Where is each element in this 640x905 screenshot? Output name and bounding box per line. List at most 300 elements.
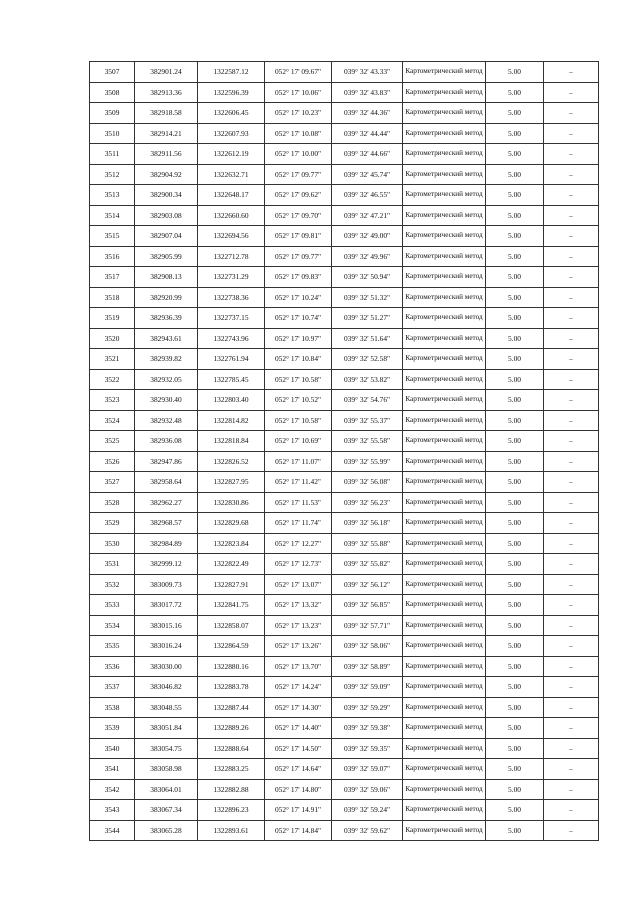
note-cell: – xyxy=(544,103,599,124)
point-number-cell: 3526 xyxy=(90,451,135,472)
latitude-cell: 052° 17' 14.24" xyxy=(265,677,332,698)
note-cell: – xyxy=(544,697,599,718)
method-cell: Картометрический метод xyxy=(403,267,486,288)
method-cell: Картометрический метод xyxy=(403,226,486,247)
y-coordinate-cell: 1322612.19 xyxy=(198,144,265,165)
x-coordinate-cell: 383015.16 xyxy=(135,615,198,636)
accuracy-cell: 5.00 xyxy=(486,103,544,124)
longitude-cell: 039° 32' 59.38" xyxy=(332,718,403,739)
x-coordinate-cell: 382901.24 xyxy=(135,62,198,83)
latitude-cell: 052° 17' 11.74" xyxy=(265,513,332,534)
accuracy-cell: 5.00 xyxy=(486,697,544,718)
accuracy-cell: 5.00 xyxy=(486,574,544,595)
longitude-cell: 039° 32' 46.55" xyxy=(332,185,403,206)
x-coordinate-cell: 382936.39 xyxy=(135,308,198,329)
y-coordinate-cell: 1322737.15 xyxy=(198,308,265,329)
y-coordinate-cell: 1322822.49 xyxy=(198,554,265,575)
x-coordinate-cell: 383054.75 xyxy=(135,738,198,759)
point-number-cell: 3530 xyxy=(90,533,135,554)
table-row xyxy=(90,287,599,308)
latitude-cell: 052° 17' 14.50" xyxy=(265,738,332,759)
longitude-cell: 039° 32' 56.12" xyxy=(332,574,403,595)
longitude-cell: 039° 32' 56.08" xyxy=(332,472,403,493)
x-coordinate-cell: 383065.28 xyxy=(135,820,198,841)
point-number-cell: 3508 xyxy=(90,82,135,103)
x-coordinate-cell: 382908.13 xyxy=(135,267,198,288)
point-number-cell: 3522 xyxy=(90,369,135,390)
note-cell: – xyxy=(544,656,599,677)
note-cell: – xyxy=(544,205,599,226)
point-number-cell: 3540 xyxy=(90,738,135,759)
table-row xyxy=(90,677,599,698)
method-cell: Картометрический метод xyxy=(403,574,486,595)
y-coordinate-cell: 1322814.82 xyxy=(198,410,265,431)
longitude-cell: 039° 32' 44.44" xyxy=(332,123,403,144)
point-number-cell: 3512 xyxy=(90,164,135,185)
longitude-cell: 039° 32' 44.36" xyxy=(332,103,403,124)
y-coordinate-cell: 1322731.29 xyxy=(198,267,265,288)
longitude-cell: 039° 32' 54.76" xyxy=(332,390,403,411)
note-cell: – xyxy=(544,246,599,267)
longitude-cell: 039° 32' 59.09" xyxy=(332,677,403,698)
x-coordinate-cell: 383009.73 xyxy=(135,574,198,595)
longitude-cell: 039° 32' 59.35" xyxy=(332,738,403,759)
accuracy-cell: 5.00 xyxy=(486,779,544,800)
latitude-cell: 052° 17' 10.06" xyxy=(265,82,332,103)
x-coordinate-cell: 382900.34 xyxy=(135,185,198,206)
method-cell: Картометрический метод xyxy=(403,287,486,308)
note-cell: – xyxy=(544,82,599,103)
table-row xyxy=(90,144,599,165)
accuracy-cell: 5.00 xyxy=(486,718,544,739)
note-cell: – xyxy=(544,595,599,616)
coordinates-table xyxy=(89,61,599,841)
method-cell: Картометрический метод xyxy=(403,656,486,677)
x-coordinate-cell: 382904.92 xyxy=(135,164,198,185)
latitude-cell: 052° 17' 09.83" xyxy=(265,267,332,288)
longitude-cell: 039° 32' 51.64" xyxy=(332,328,403,349)
latitude-cell: 052° 17' 10.52" xyxy=(265,390,332,411)
y-coordinate-cell: 1322761.94 xyxy=(198,349,265,370)
longitude-cell: 039° 32' 58.06" xyxy=(332,636,403,657)
latitude-cell: 052° 17' 14.30" xyxy=(265,697,332,718)
latitude-cell: 052° 17' 14.84" xyxy=(265,820,332,841)
latitude-cell: 052° 17' 12.27" xyxy=(265,533,332,554)
x-coordinate-cell: 382911.56 xyxy=(135,144,198,165)
longitude-cell: 039° 32' 59.07" xyxy=(332,759,403,780)
y-coordinate-cell: 1322596.39 xyxy=(198,82,265,103)
table-row xyxy=(90,615,599,636)
note-cell: – xyxy=(544,349,599,370)
y-coordinate-cell: 1322587.12 xyxy=(198,62,265,83)
point-number-cell: 3544 xyxy=(90,820,135,841)
point-number-cell: 3524 xyxy=(90,410,135,431)
latitude-cell: 052° 17' 09.77" xyxy=(265,164,332,185)
note-cell: – xyxy=(544,451,599,472)
x-coordinate-cell: 382920.99 xyxy=(135,287,198,308)
accuracy-cell: 5.00 xyxy=(486,677,544,698)
point-number-cell: 3542 xyxy=(90,779,135,800)
method-cell: Картометрический метод xyxy=(403,123,486,144)
table-row xyxy=(90,226,599,247)
longitude-cell: 039° 32' 55.99" xyxy=(332,451,403,472)
y-coordinate-cell: 1322880.16 xyxy=(198,656,265,677)
x-coordinate-cell: 382930.40 xyxy=(135,390,198,411)
method-cell: Картометрический метод xyxy=(403,513,486,534)
note-cell: – xyxy=(544,267,599,288)
accuracy-cell: 5.00 xyxy=(486,615,544,636)
y-coordinate-cell: 1322826.52 xyxy=(198,451,265,472)
latitude-cell: 052° 17' 09.70" xyxy=(265,205,332,226)
x-coordinate-cell: 382999.12 xyxy=(135,554,198,575)
accuracy-cell: 5.00 xyxy=(486,410,544,431)
y-coordinate-cell: 1322882.88 xyxy=(198,779,265,800)
method-cell: Картометрический метод xyxy=(403,820,486,841)
latitude-cell: 052° 17' 10.74" xyxy=(265,308,332,329)
latitude-cell: 052° 17' 11.07" xyxy=(265,451,332,472)
method-cell: Картометрический метод xyxy=(403,677,486,698)
x-coordinate-cell: 382943.61 xyxy=(135,328,198,349)
latitude-cell: 052° 17' 09.77" xyxy=(265,246,332,267)
x-coordinate-cell: 383046.82 xyxy=(135,677,198,698)
table-row xyxy=(90,62,599,83)
method-cell: Картометрический метод xyxy=(403,554,486,575)
note-cell: – xyxy=(544,369,599,390)
method-cell: Картометрический метод xyxy=(403,390,486,411)
note-cell: – xyxy=(544,513,599,534)
y-coordinate-cell: 1322896.23 xyxy=(198,800,265,821)
method-cell: Картометрический метод xyxy=(403,595,486,616)
note-cell: – xyxy=(544,615,599,636)
longitude-cell: 039° 32' 53.82" xyxy=(332,369,403,390)
longitude-cell: 039° 32' 49.96" xyxy=(332,246,403,267)
latitude-cell: 052° 17' 10.23" xyxy=(265,103,332,124)
table-row xyxy=(90,431,599,452)
note-cell: – xyxy=(544,718,599,739)
point-number-cell: 3527 xyxy=(90,472,135,493)
accuracy-cell: 5.00 xyxy=(486,82,544,103)
method-cell: Картометрический метод xyxy=(403,533,486,554)
x-coordinate-cell: 383064.01 xyxy=(135,779,198,800)
table-row xyxy=(90,123,599,144)
table-row xyxy=(90,574,599,595)
accuracy-cell: 5.00 xyxy=(486,554,544,575)
note-cell: – xyxy=(544,759,599,780)
note-cell: – xyxy=(544,677,599,698)
accuracy-cell: 5.00 xyxy=(486,656,544,677)
longitude-cell: 039° 32' 51.27" xyxy=(332,308,403,329)
latitude-cell: 052° 17' 10.24" xyxy=(265,287,332,308)
point-number-cell: 3515 xyxy=(90,226,135,247)
longitude-cell: 039° 32' 43.83" xyxy=(332,82,403,103)
y-coordinate-cell: 1322818.84 xyxy=(198,431,265,452)
longitude-cell: 039° 32' 49.00" xyxy=(332,226,403,247)
x-coordinate-cell: 382932.48 xyxy=(135,410,198,431)
latitude-cell: 052° 17' 13.70" xyxy=(265,656,332,677)
method-cell: Картометрический метод xyxy=(403,759,486,780)
longitude-cell: 039° 32' 55.58" xyxy=(332,431,403,452)
y-coordinate-cell: 1322889.26 xyxy=(198,718,265,739)
table-row xyxy=(90,185,599,206)
accuracy-cell: 5.00 xyxy=(486,636,544,657)
table-row xyxy=(90,205,599,226)
x-coordinate-cell: 382907.04 xyxy=(135,226,198,247)
table-row xyxy=(90,513,599,534)
x-coordinate-cell: 382936.08 xyxy=(135,431,198,452)
point-number-cell: 3517 xyxy=(90,267,135,288)
accuracy-cell: 5.00 xyxy=(486,492,544,513)
longitude-cell: 039° 32' 59.24" xyxy=(332,800,403,821)
y-coordinate-cell: 1322829.68 xyxy=(198,513,265,534)
accuracy-cell: 5.00 xyxy=(486,349,544,370)
table-row xyxy=(90,82,599,103)
longitude-cell: 039° 32' 56.23" xyxy=(332,492,403,513)
method-cell: Картометрический метод xyxy=(403,451,486,472)
y-coordinate-cell: 1322803.40 xyxy=(198,390,265,411)
accuracy-cell: 5.00 xyxy=(486,226,544,247)
table-row xyxy=(90,759,599,780)
longitude-cell: 039° 32' 45.74" xyxy=(332,164,403,185)
accuracy-cell: 5.00 xyxy=(486,267,544,288)
point-number-cell: 3537 xyxy=(90,677,135,698)
y-coordinate-cell: 1322883.25 xyxy=(198,759,265,780)
point-number-cell: 3534 xyxy=(90,615,135,636)
note-cell: – xyxy=(544,574,599,595)
table-row xyxy=(90,533,599,554)
point-number-cell: 3541 xyxy=(90,759,135,780)
x-coordinate-cell: 383017.72 xyxy=(135,595,198,616)
point-number-cell: 3519 xyxy=(90,308,135,329)
accuracy-cell: 5.00 xyxy=(486,738,544,759)
method-cell: Картометрический метод xyxy=(403,246,486,267)
note-cell: – xyxy=(544,533,599,554)
table-row xyxy=(90,554,599,575)
latitude-cell: 052° 17' 14.80" xyxy=(265,779,332,800)
accuracy-cell: 5.00 xyxy=(486,451,544,472)
accuracy-cell: 5.00 xyxy=(486,390,544,411)
point-number-cell: 3510 xyxy=(90,123,135,144)
accuracy-cell: 5.00 xyxy=(486,759,544,780)
table-row xyxy=(90,410,599,431)
x-coordinate-cell: 382932.05 xyxy=(135,369,198,390)
note-cell: – xyxy=(544,226,599,247)
method-cell: Картометрический метод xyxy=(403,636,486,657)
table-row xyxy=(90,451,599,472)
x-coordinate-cell: 382913.36 xyxy=(135,82,198,103)
note-cell: – xyxy=(544,779,599,800)
note-cell: – xyxy=(544,287,599,308)
table-row xyxy=(90,800,599,821)
point-number-cell: 3538 xyxy=(90,697,135,718)
latitude-cell: 052° 17' 10.08" xyxy=(265,123,332,144)
longitude-cell: 039° 32' 57.71" xyxy=(332,615,403,636)
coordinates-table-sheet xyxy=(89,61,598,841)
latitude-cell: 052° 17' 10.58" xyxy=(265,369,332,390)
accuracy-cell: 5.00 xyxy=(486,246,544,267)
method-cell: Картометрический метод xyxy=(403,164,486,185)
point-number-cell: 3528 xyxy=(90,492,135,513)
table-row xyxy=(90,164,599,185)
table-row xyxy=(90,103,599,124)
latitude-cell: 052° 17' 13.23" xyxy=(265,615,332,636)
point-number-cell: 3520 xyxy=(90,328,135,349)
method-cell: Картометрический метод xyxy=(403,82,486,103)
point-number-cell: 3513 xyxy=(90,185,135,206)
latitude-cell: 052° 17' 10.58" xyxy=(265,410,332,431)
accuracy-cell: 5.00 xyxy=(486,308,544,329)
method-cell: Картометрический метод xyxy=(403,431,486,452)
table-row xyxy=(90,595,599,616)
longitude-cell: 039° 32' 55.37" xyxy=(332,410,403,431)
point-number-cell: 3514 xyxy=(90,205,135,226)
x-coordinate-cell: 383051.84 xyxy=(135,718,198,739)
x-coordinate-cell: 382918.58 xyxy=(135,103,198,124)
point-number-cell: 3531 xyxy=(90,554,135,575)
y-coordinate-cell: 1322858.07 xyxy=(198,615,265,636)
y-coordinate-cell: 1322660.60 xyxy=(198,205,265,226)
method-cell: Картометрический метод xyxy=(403,718,486,739)
table-row xyxy=(90,636,599,657)
method-cell: Картометрический метод xyxy=(403,62,486,83)
latitude-cell: 052° 17' 12.73" xyxy=(265,554,332,575)
accuracy-cell: 5.00 xyxy=(486,369,544,390)
y-coordinate-cell: 1322864.59 xyxy=(198,636,265,657)
table-row xyxy=(90,779,599,800)
point-number-cell: 3518 xyxy=(90,287,135,308)
latitude-cell: 052° 17' 11.53" xyxy=(265,492,332,513)
note-cell: – xyxy=(544,554,599,575)
y-coordinate-cell: 1322830.86 xyxy=(198,492,265,513)
accuracy-cell: 5.00 xyxy=(486,820,544,841)
note-cell: – xyxy=(544,308,599,329)
table-row xyxy=(90,492,599,513)
table-row xyxy=(90,349,599,370)
accuracy-cell: 5.00 xyxy=(486,595,544,616)
note-cell: – xyxy=(544,123,599,144)
x-coordinate-cell: 382905.99 xyxy=(135,246,198,267)
x-coordinate-cell: 382947.86 xyxy=(135,451,198,472)
x-coordinate-cell: 382914.21 xyxy=(135,123,198,144)
longitude-cell: 039° 32' 47.21" xyxy=(332,205,403,226)
table-row xyxy=(90,246,599,267)
table-row xyxy=(90,738,599,759)
y-coordinate-cell: 1322827.95 xyxy=(198,472,265,493)
point-number-cell: 3535 xyxy=(90,636,135,657)
y-coordinate-cell: 1322823.84 xyxy=(198,533,265,554)
x-coordinate-cell: 382984.89 xyxy=(135,533,198,554)
longitude-cell: 039° 32' 55.82" xyxy=(332,554,403,575)
x-coordinate-cell: 382962.27 xyxy=(135,492,198,513)
y-coordinate-cell: 1322648.17 xyxy=(198,185,265,206)
method-cell: Картометрический метод xyxy=(403,410,486,431)
point-number-cell: 3509 xyxy=(90,103,135,124)
table-row xyxy=(90,472,599,493)
method-cell: Картометрический метод xyxy=(403,103,486,124)
latitude-cell: 052° 17' 13.26" xyxy=(265,636,332,657)
latitude-cell: 052° 17' 14.40" xyxy=(265,718,332,739)
note-cell: – xyxy=(544,636,599,657)
y-coordinate-cell: 1322841.75 xyxy=(198,595,265,616)
longitude-cell: 039° 32' 50.94" xyxy=(332,267,403,288)
longitude-cell: 039° 32' 59.29" xyxy=(332,697,403,718)
table-row xyxy=(90,328,599,349)
longitude-cell: 039° 32' 56.85" xyxy=(332,595,403,616)
accuracy-cell: 5.00 xyxy=(486,287,544,308)
y-coordinate-cell: 1322888.64 xyxy=(198,738,265,759)
x-coordinate-cell: 383067.34 xyxy=(135,800,198,821)
y-coordinate-cell: 1322738.36 xyxy=(198,287,265,308)
accuracy-cell: 5.00 xyxy=(486,144,544,165)
y-coordinate-cell: 1322607.93 xyxy=(198,123,265,144)
note-cell: – xyxy=(544,144,599,165)
point-number-cell: 3511 xyxy=(90,144,135,165)
point-number-cell: 3539 xyxy=(90,718,135,739)
y-coordinate-cell: 1322743.96 xyxy=(198,328,265,349)
point-number-cell: 3525 xyxy=(90,431,135,452)
y-coordinate-cell: 1322632.71 xyxy=(198,164,265,185)
note-cell: – xyxy=(544,164,599,185)
accuracy-cell: 5.00 xyxy=(486,431,544,452)
method-cell: Картометрический метод xyxy=(403,144,486,165)
accuracy-cell: 5.00 xyxy=(486,123,544,144)
table-row xyxy=(90,267,599,288)
note-cell: – xyxy=(544,390,599,411)
point-number-cell: 3523 xyxy=(90,390,135,411)
longitude-cell: 039° 32' 43.33" xyxy=(332,62,403,83)
latitude-cell: 052° 17' 10.00" xyxy=(265,144,332,165)
note-cell: – xyxy=(544,472,599,493)
accuracy-cell: 5.00 xyxy=(486,800,544,821)
latitude-cell: 052° 17' 10.69" xyxy=(265,431,332,452)
method-cell: Картометрический метод xyxy=(403,185,486,206)
accuracy-cell: 5.00 xyxy=(486,513,544,534)
method-cell: Картометрический метод xyxy=(403,800,486,821)
latitude-cell: 052° 17' 10.97" xyxy=(265,328,332,349)
y-coordinate-cell: 1322785.45 xyxy=(198,369,265,390)
note-cell: – xyxy=(544,800,599,821)
note-cell: – xyxy=(544,738,599,759)
note-cell: – xyxy=(544,328,599,349)
latitude-cell: 052° 17' 14.91" xyxy=(265,800,332,821)
longitude-cell: 039° 32' 44.66" xyxy=(332,144,403,165)
y-coordinate-cell: 1322883.78 xyxy=(198,677,265,698)
method-cell: Картометрический метод xyxy=(403,472,486,493)
accuracy-cell: 5.00 xyxy=(486,164,544,185)
point-number-cell: 3529 xyxy=(90,513,135,534)
note-cell: – xyxy=(544,410,599,431)
table-row xyxy=(90,308,599,329)
y-coordinate-cell: 1322827.91 xyxy=(198,574,265,595)
y-coordinate-cell: 1322694.56 xyxy=(198,226,265,247)
latitude-cell: 052° 17' 09.62" xyxy=(265,185,332,206)
x-coordinate-cell: 382903.08 xyxy=(135,205,198,226)
x-coordinate-cell: 383058.98 xyxy=(135,759,198,780)
accuracy-cell: 5.00 xyxy=(486,185,544,206)
table-row xyxy=(90,390,599,411)
y-coordinate-cell: 1322887.44 xyxy=(198,697,265,718)
table-row xyxy=(90,820,599,841)
x-coordinate-cell: 382958.64 xyxy=(135,472,198,493)
x-coordinate-cell: 383030.00 xyxy=(135,656,198,677)
point-number-cell: 3533 xyxy=(90,595,135,616)
accuracy-cell: 5.00 xyxy=(486,533,544,554)
method-cell: Картометрический метод xyxy=(403,492,486,513)
method-cell: Картометрический метод xyxy=(403,738,486,759)
point-number-cell: 3543 xyxy=(90,800,135,821)
method-cell: Картометрический метод xyxy=(403,328,486,349)
latitude-cell: 052° 17' 09.81" xyxy=(265,226,332,247)
latitude-cell: 052° 17' 13.07" xyxy=(265,574,332,595)
